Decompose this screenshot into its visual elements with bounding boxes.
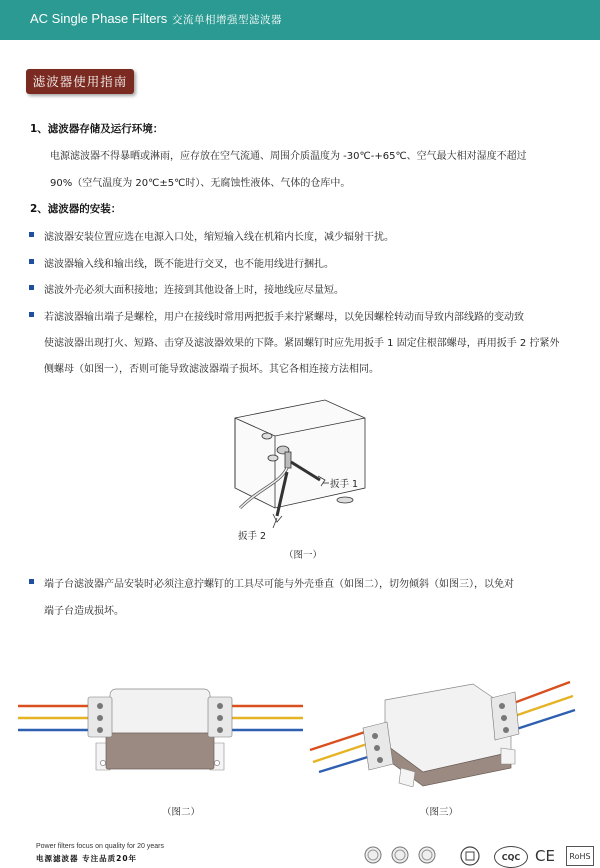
rohs-mark-icon: RoHS (566, 846, 594, 866)
header-title-cn: 交流单相增强型滤波器 (172, 14, 282, 26)
install-item-4-line3: 侧螺母（如图一），否则可能导致滤波器端子损坏。其它各相连接方法相同。 (44, 364, 379, 375)
cert-seal-icon (391, 846, 409, 864)
figure-2-illustration (18, 685, 303, 780)
install-item-5-line2: 端子台造成损坏。 (44, 606, 124, 617)
bullet-icon (29, 579, 34, 584)
section-badge: 滤波器使用指南 (26, 69, 134, 94)
install-item-4-line2: 使滤波器出现打火、短路、击穿及滤波器效果的下降。紧固螺钉时应先用扳手 1 固定住根部螺母，再用扳手 2 拧紧外 (44, 338, 560, 349)
install-item-4-line1: 若滤波器输出端子是螺栓，用户在接线时常用两把扳手来拧紧螺母，以免因螺栓转动而导致内部线路的变动致 (44, 312, 524, 323)
figure-1-label-wrench2: 扳手 2 (238, 531, 267, 542)
cert-seal-icon (418, 846, 436, 864)
figure-2-caption: （图二） (162, 807, 201, 818)
header-title-en: AC Single Phase Filters (30, 11, 168, 26)
bullet-icon (29, 232, 34, 237)
bullet-icon (29, 259, 34, 264)
section1-line1: 电源滤波器不得暴晒或淋雨，应存放在空气流通、周围介质温度为 -30℃-+65℃、空气最大相对湿度不超过 (50, 151, 527, 162)
bullet-icon (29, 312, 34, 317)
figure-1-illustration (225, 388, 375, 548)
figure-3-caption: （图三） (420, 807, 459, 818)
section2-heading: 2、滤波器的安装： (30, 203, 122, 215)
tuv-mark-icon (460, 846, 480, 866)
footer-slogan-cn: 电源滤波器 专注品质20年 (36, 854, 138, 863)
figure-1-caption: （图一） (284, 550, 323, 561)
footer-slogan-en: Power filters focus on quality for 20 years (36, 843, 165, 850)
install-item-1: 滤波器安装位置应选在电源入口处，缩短输入线在机箱内长度，减少辐射干扰。 (44, 232, 394, 243)
cqc-mark-icon: CQC (494, 846, 528, 868)
bullet-icon (29, 285, 34, 290)
page-header (0, 0, 600, 40)
section1-heading: 1、滤波器存储及运行环境： (30, 123, 164, 135)
install-item-2: 滤波器输入线和输出线，既不能进行交叉，也不能用线进行捆扎。 (44, 259, 334, 270)
cert-seal-icon (364, 846, 382, 864)
install-item-5-line1: 端子台滤波器产品安装时必须注意拧螺钉的工具尽可能与外壳垂直（如图二），切勿倾斜（如图三），以免对 (44, 579, 514, 590)
figure-1-label-wrench1: 扳手 1 (330, 479, 359, 490)
section1-line2: 90%（空气温度为 20℃±5℃时）、无腐蚀性液体、气体的仓库中。 (50, 178, 351, 189)
ce-mark-icon: CE (535, 847, 555, 865)
figure-3-illustration (305, 672, 580, 787)
install-item-3: 滤波外壳必须大面积接地；连接到其他设备上时，接地线应尽量短。 (44, 285, 344, 296)
